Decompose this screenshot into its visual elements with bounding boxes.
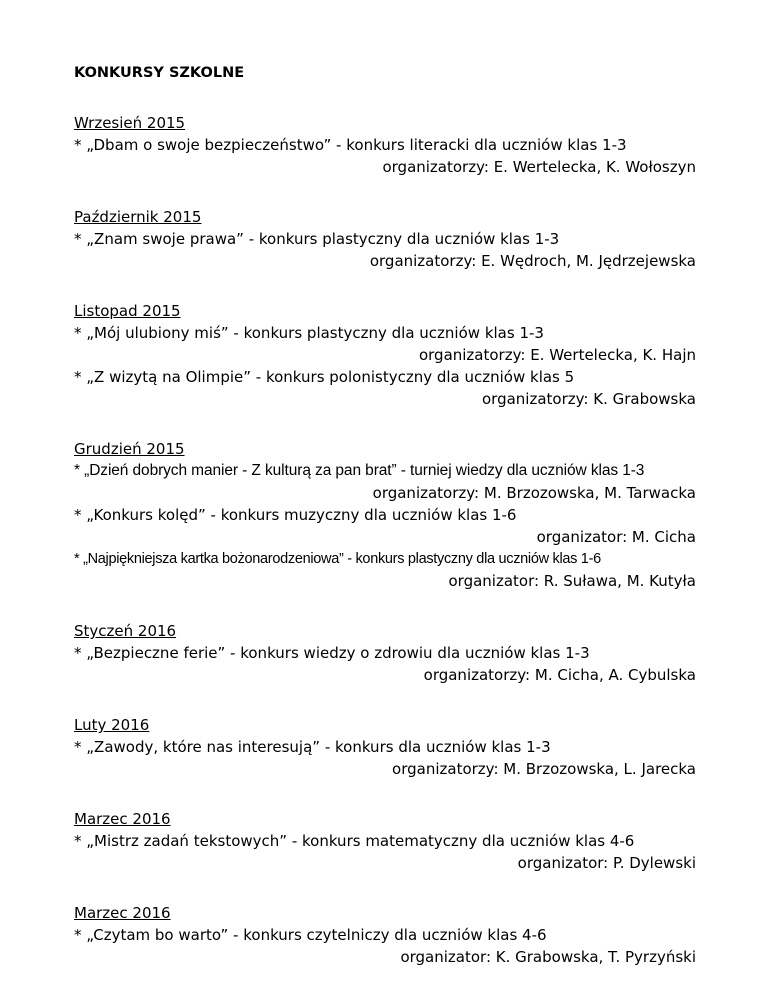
organizers-line: organizator: K. Grabowska, T. Pyrzyński xyxy=(400,948,696,966)
organizers-line: organizatorzy: E. Wędroch, M. Jędrzejewska xyxy=(369,252,696,270)
organizers-line: organizatorzy: M. Brzozowska, L. Jarecka xyxy=(392,760,696,778)
contest-entry: * „Mistrz zadań tekstowych” - konkurs matematyczny dla uczniów klas 4-6 xyxy=(74,832,635,850)
organizers-line: organizator: R. Suława, M. Kutyła xyxy=(448,572,696,590)
section-styczen-2016 xyxy=(74,620,696,686)
contest-entry: * „Z wizytą na Olimpie” - konkurs polonistyczny dla uczniów klas 5 xyxy=(74,368,575,386)
section-marzec-2016-a xyxy=(74,808,696,874)
organizers-line: organizatorzy: K. Grabowska xyxy=(482,390,696,408)
contest-entry: * „Dzień dobrych manier - Z kulturą za pan brat” - turniej wiedzy dla uczniów klas 1-3 xyxy=(74,462,645,479)
contest-entry: * „Najpiękniejsza kartka bożonarodzeniowa” - konkurs plastyczny dla uczniów klas 1-6 xyxy=(74,551,601,567)
document-body xyxy=(74,62,696,996)
organizers-line: organizator: P. Dylewski xyxy=(517,854,696,872)
document-title: KONKURSY SZKOLNE xyxy=(74,65,245,81)
contest-entry: * „Znam swoje prawa” - konkurs plastyczny dla uczniów klas 1-3 xyxy=(74,230,560,248)
section-listopad-2015 xyxy=(74,300,696,410)
organizers-line: organizatorzy: E. Wertelecka, K. Wołoszyn xyxy=(382,158,696,176)
month-heading: Styczeń 2016 xyxy=(74,622,177,640)
organizers-line: organizatorzy: E. Wertelecka, K. Hajn xyxy=(418,346,696,364)
contest-entry: * „Dbam o swoje bezpieczeństwo” - konkurs literacki dla uczniów klas 1-3 xyxy=(74,136,627,154)
month-heading: Październik 2015 xyxy=(74,208,202,226)
month-heading: Listopad 2015 xyxy=(74,302,181,320)
month-heading: Marzec 2016 xyxy=(74,904,171,922)
section-pazdziernik-2015 xyxy=(74,206,696,272)
organizers-line: organizatorzy: M. Cicha, A. Cybulska xyxy=(423,666,696,684)
section-wrzesien-2015 xyxy=(74,112,696,178)
month-heading: Luty 2016 xyxy=(74,716,150,734)
month-heading: Wrzesień 2015 xyxy=(74,114,186,132)
contest-entry: * „Bezpieczne ferie” - konkurs wiedzy o zdrowiu dla uczniów klas 1-3 xyxy=(74,644,590,662)
section-luty-2016 xyxy=(74,714,696,780)
month-heading: Grudzień 2015 xyxy=(74,440,185,458)
contest-entry: * „Zawody, które nas interesują” - konkurs dla uczniów klas 1-3 xyxy=(74,738,551,756)
contest-entry: * „Konkurs kolęd” - konkurs muzyczny dla uczniów klas 1-6 xyxy=(74,506,517,524)
organizers-line: organizatorzy: M. Brzozowska, M. Tarwacka xyxy=(372,484,696,502)
contest-entry: * „Mój ulubiony miś” - konkurs plastyczny dla uczniów klas 1-3 xyxy=(74,324,544,342)
section-grudzien-2015 xyxy=(74,438,696,592)
contest-entry: * „Czytam bo warto” - konkurs czytelniczy dla uczniów klas 4-6 xyxy=(74,926,547,944)
organizers-line: organizator: M. Cicha xyxy=(536,528,696,546)
month-heading: Marzec 2016 xyxy=(74,810,171,828)
section-marzec-2016-b xyxy=(74,902,696,968)
